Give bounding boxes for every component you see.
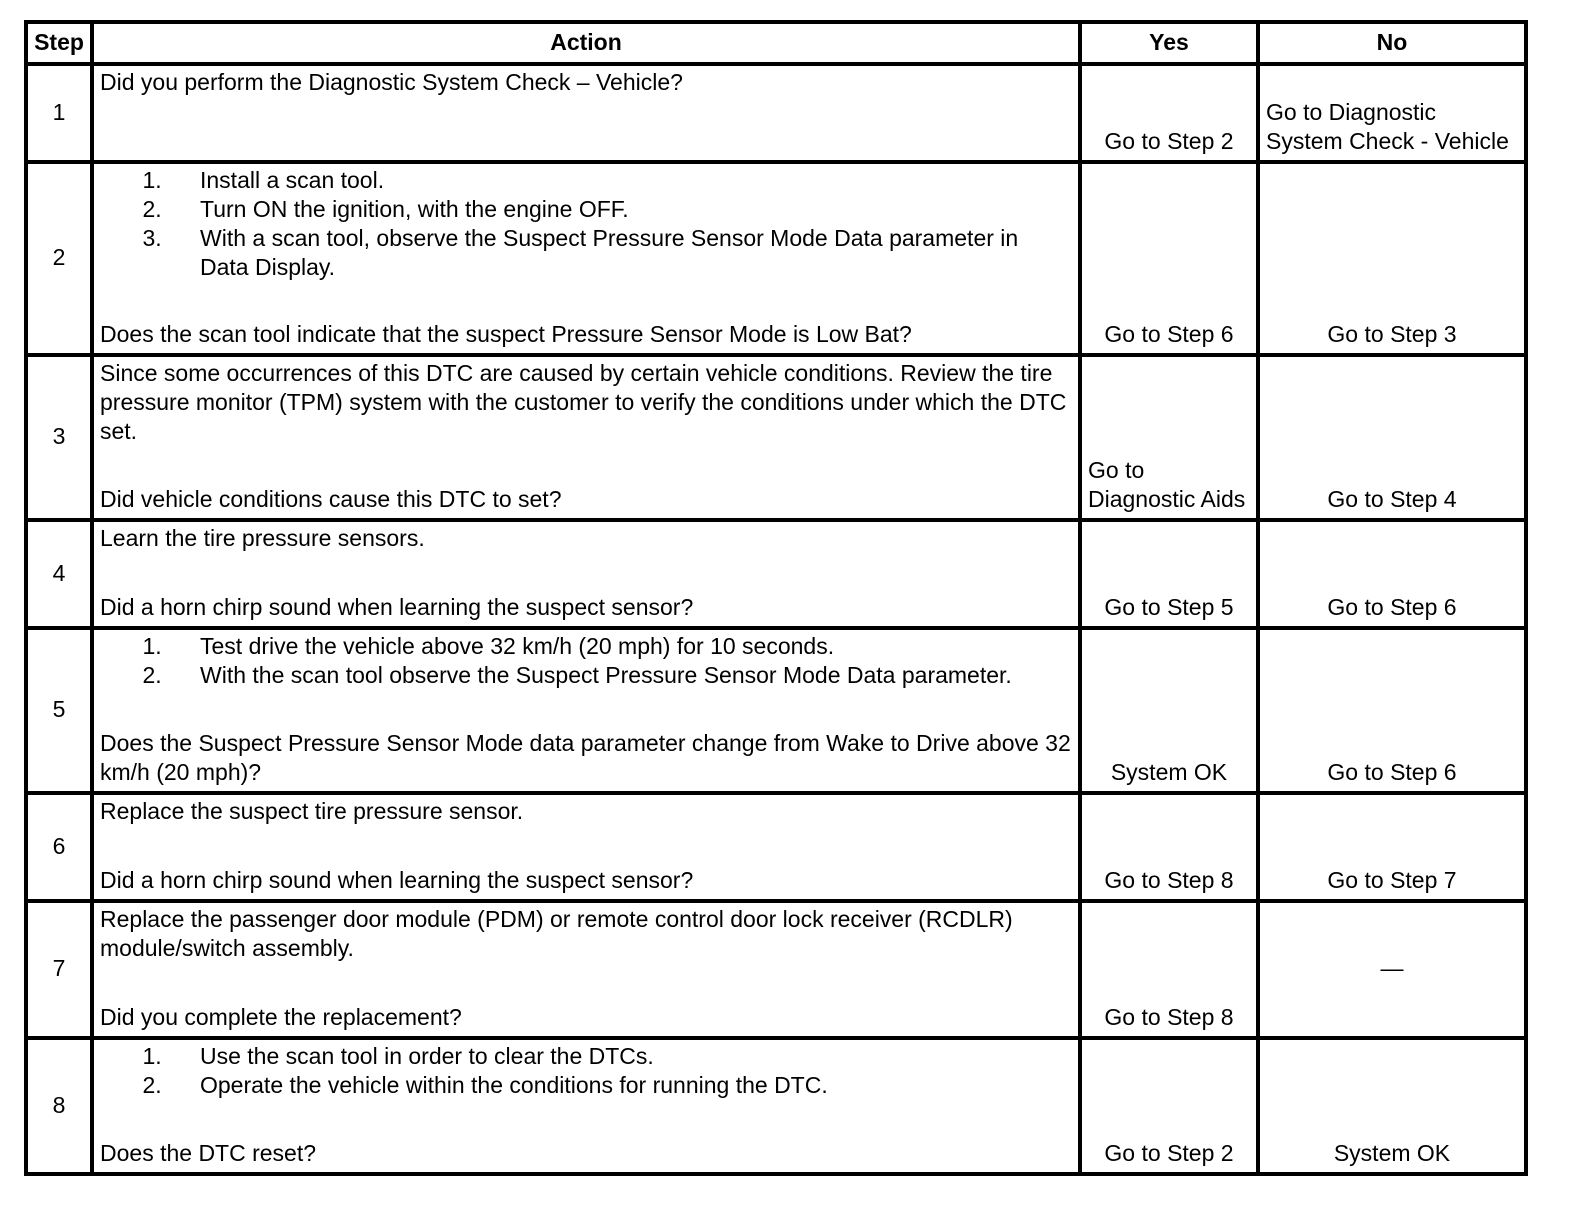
action-cell: [92, 64, 1080, 162]
no-cell: Go to Diagnostic System Check - Vehicle: [1258, 64, 1526, 162]
header-step: Step: [26, 22, 92, 64]
no-cell: Go to Step 7: [1258, 793, 1526, 901]
table-row: [26, 628, 1526, 793]
step-number: 2: [26, 162, 92, 355]
step-number: 4: [26, 520, 92, 628]
header-no: No: [1258, 22, 1526, 64]
action-step-item: 1. Install a scan tool.: [200, 166, 1072, 195]
action-step-item: 1. Use the scan tool in order to clear the DTCs.: [200, 1042, 1072, 1071]
action-question: Did vehicle conditions cause this DTC to set?: [100, 486, 562, 512]
yes-cell: System OK: [1080, 628, 1258, 793]
table-row: [26, 901, 1526, 1038]
table-row: [26, 64, 1526, 162]
action-step-item: 3. With a scan tool, observe the Suspect Pressure Sensor Mode Data parameter in Data Display.: [200, 224, 1072, 282]
action-step-item: 1. Test drive the vehicle above 32 km/h (20 mph) for 10 seconds.: [200, 632, 1072, 661]
yes-cell: Go to Step 2: [1080, 1038, 1258, 1174]
action-question: Did a horn chirp sound when learning the suspect sensor?: [100, 867, 694, 893]
yes-cell: Go to Diagnostic Aids: [1080, 355, 1258, 520]
header-action: Action: [92, 22, 1080, 64]
action-steps: [100, 1042, 1072, 1100]
action-text: Since some occurrences of this DTC are caused by certain vehicle conditions. Review the tire pressure monitor (TPM) system with the customer to verify the conditions under which the DTC set.: [100, 360, 1067, 444]
action-question: Did a horn chirp sound when learning the suspect sensor?: [100, 594, 694, 620]
step-number: 7: [26, 901, 92, 1038]
action-cell: [92, 901, 1080, 1038]
action-question: Did you complete the replacement?: [100, 1004, 462, 1030]
no-cell: Go to Step 4: [1258, 355, 1526, 520]
yes-cell: Go to Step 8: [1080, 793, 1258, 901]
action-text: Replace the suspect tire pressure sensor.: [100, 798, 524, 824]
action-question: Does the Suspect Pressure Sensor Mode data parameter change from Wake to Drive above 32 km/h (20 mph)?: [100, 730, 1071, 785]
action-steps: [100, 166, 1072, 282]
yes-cell: Go to Step 6: [1080, 162, 1258, 355]
table-row: [26, 793, 1526, 901]
action-cell: [92, 520, 1080, 628]
diagnostic-table: [24, 20, 1528, 1176]
no-cell: Go to Step 6: [1258, 628, 1526, 793]
action-question: Does the DTC reset?: [100, 1140, 317, 1166]
step-number: 1: [26, 64, 92, 162]
table-row: [26, 1038, 1526, 1174]
action-text: Did you perform the Diagnostic System Check – Vehicle?: [100, 69, 683, 95]
table-row: [26, 162, 1526, 355]
step-number: 8: [26, 1038, 92, 1174]
yes-cell: Go to Step 5: [1080, 520, 1258, 628]
header-row: [26, 22, 1526, 64]
header-yes: Yes: [1080, 22, 1258, 64]
no-cell: Go to Step 6: [1258, 520, 1526, 628]
step-number: 6: [26, 793, 92, 901]
action-text: Learn the tire pressure sensors.: [100, 525, 425, 551]
action-step-item: 2. Turn ON the ignition, with the engine OFF.: [200, 195, 1072, 224]
step-number: 3: [26, 355, 92, 520]
action-steps: [100, 632, 1072, 690]
no-cell: System OK: [1258, 1038, 1526, 1174]
no-cell: Go to Step 3: [1258, 162, 1526, 355]
action-step-item: 2. Operate the vehicle within the conditions for running the DTC.: [200, 1071, 1072, 1100]
action-cell: [92, 793, 1080, 901]
table-row: [26, 520, 1526, 628]
action-cell: [92, 628, 1080, 793]
action-question: Does the scan tool indicate that the suspect Pressure Sensor Mode is Low Bat?: [100, 321, 912, 347]
action-step-item: 2. With the scan tool observe the Suspect Pressure Sensor Mode Data parameter.: [200, 661, 1072, 690]
no-cell: —: [1258, 901, 1526, 1038]
action-cell: [92, 355, 1080, 520]
action-text: Replace the passenger door module (PDM) or remote control door lock receiver (RCDLR) module/switch assembly.: [100, 906, 1013, 961]
action-cell: [92, 162, 1080, 355]
table-row: [26, 355, 1526, 520]
yes-cell: Go to Step 2: [1080, 64, 1258, 162]
step-number: 5: [26, 628, 92, 793]
yes-cell: Go to Step 8: [1080, 901, 1258, 1038]
action-cell: [92, 1038, 1080, 1174]
